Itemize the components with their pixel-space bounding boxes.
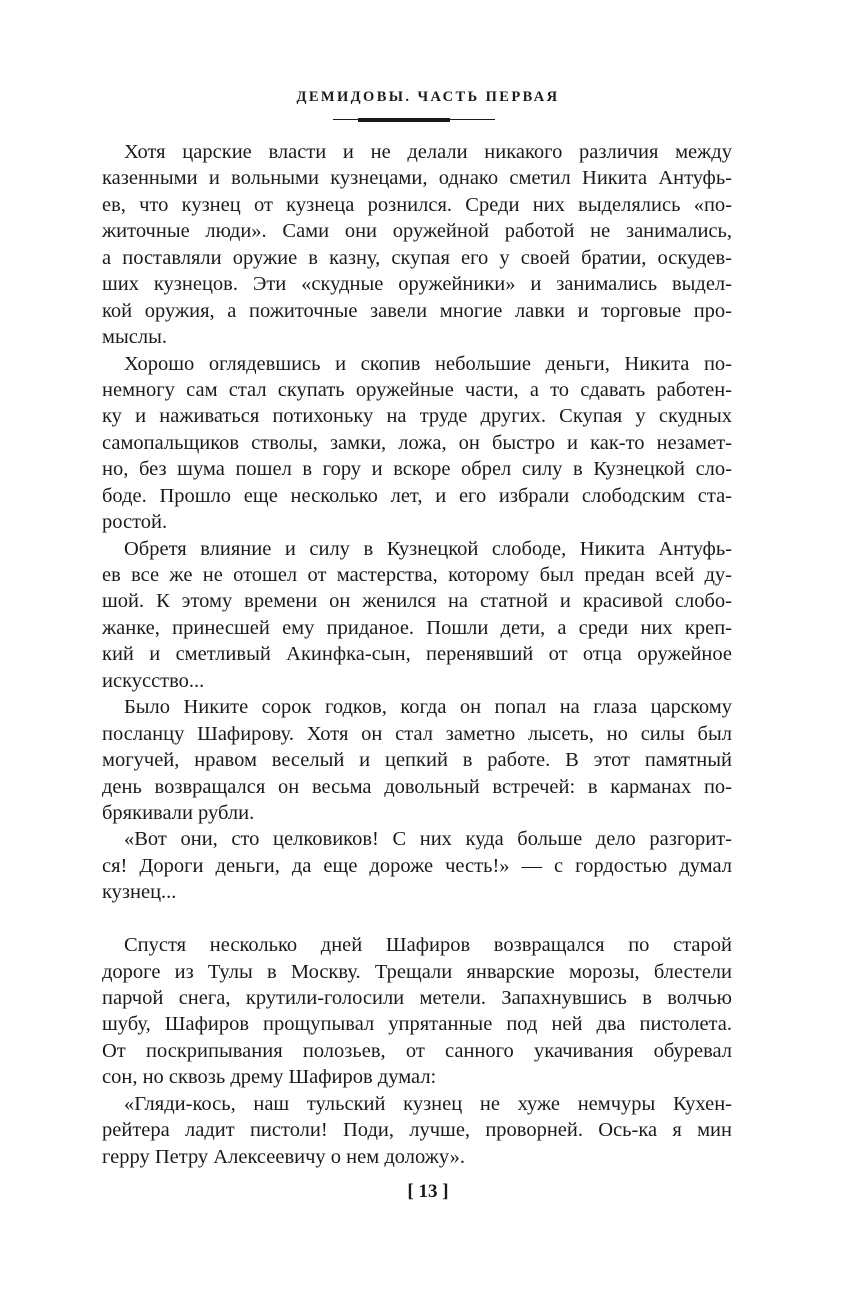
text-line: шубу, Шафиров прощупывал упрятанные под ней два пистолета. (102, 1013, 732, 1036)
text-line: Обретя влияние и силу в Кузнецкой слободе, Никита Антуфь- (124, 537, 732, 560)
text-line: ев все же не отошел от мастерства, которому был предан всей ду- (102, 564, 732, 586)
text-line: самопальщиков стволы, замки, ложа, он быстро и как-то незамет- (102, 431, 732, 454)
text-line: сон, но сквозь дрему Шафиров думал: (102, 1066, 437, 1089)
text-line: кузнец... (102, 881, 177, 904)
text-line: могучей, нравом веселый и цепкий в работе. В этот памятный (102, 749, 732, 772)
paragraph (102, 139, 732, 351)
text-line: рейтера ладит пистоли! Поди, лучше, проворней. Ось-ка я мин (102, 1119, 732, 1142)
text-line: искусство... (102, 669, 205, 692)
text-line: Было Никите сорок годков, когда он попал на глаза царскому (124, 696, 732, 719)
text-line: день возвращался он весьма довольный встречей: в карманах по- (102, 775, 732, 798)
text-line: немногу сам стал скупать оружейные части, а то сдавать работен- (102, 378, 732, 401)
text-line: мыслы. (102, 326, 167, 349)
text-line: кий и сметливый Акинфка-сын, перенявший от отца оружейное (102, 643, 732, 666)
text-line: От поскрипывания полозьев, от санного укачивания обуревал (102, 1039, 732, 1062)
section-break (102, 906, 732, 932)
text-line: ших кузнецов. Эти «скудные оружейники» и занимались выдел- (102, 273, 732, 296)
text-line: а поставляли оружие в казну, скупая его у своей братии, оскудев- (102, 246, 732, 269)
text-line: герру Петру Алексеевичу о нем доложу». (102, 1145, 465, 1168)
text-line: житочные люди». Сами они оружейной работой не занимались, (102, 220, 732, 243)
text-line: казенными и вольными кузнецами, однако сметил Никита Антуфь- (102, 167, 732, 190)
text-line: дороге из Тулы в Москву. Трещали январские морозы, блестели (102, 960, 732, 983)
header-rule-accent (358, 118, 450, 122)
paragraph (102, 932, 732, 1091)
page-number: [ 13 ] (407, 1181, 449, 1202)
text-line: парчой снега, крутили-голосили метели. Запахнувшись в волчью (102, 987, 732, 1009)
text-line: боде. Прошло еще несколько лет, и его избрали слободским ста- (102, 484, 732, 507)
text-line: Хотя царские власти и не делали никакого различия между (124, 141, 732, 163)
text-line: ев, что кузнец от кузнеца рознился. Среди них выделялись «по- (102, 193, 732, 216)
paragraph (102, 1091, 732, 1170)
paragraph (102, 536, 732, 695)
text-line: но, без шума пошел в гору и вскоре обрел силу в Кузнецкой сло- (102, 458, 732, 481)
text-line: жанке, принесшей ему приданое. Пошли дети, а среди них креп- (102, 616, 732, 639)
paragraph (102, 694, 732, 826)
text-line: «Гляди-кось, наш тульский кузнец не хуже немчуры Кухен- (124, 1092, 732, 1115)
text-line: «Вот они, сто целковиков! С них куда больше дело разгорит- (124, 828, 732, 851)
text-line: шой. К этому времени он женился на статной и красивой слобо- (102, 590, 732, 613)
paragraph (102, 351, 732, 536)
text-line: посланцу Шафирову. Хотя он стал заметно лысеть, но силы был (102, 722, 732, 745)
text-line: ся! Дороги деньги, да еще дороже честь!» — с гордостью думал (102, 854, 732, 877)
text-line: Хорошо оглядевшись и скопив небольшие деньги, Никита по- (124, 352, 732, 375)
text-line: ростой. (102, 511, 168, 534)
text-line: Спустя несколько дней Шафиров возвращался по старой (124, 934, 732, 957)
text-line: кой оружия, а пожиточные завели многие лавки и торговые про- (102, 299, 732, 322)
text-line: ку и наживаться потихоньку на труде других. Скупая у скудных (102, 405, 732, 428)
running-head: ДЕМИДОВЫ. ЧАСТЬ ПЕРВАЯ (296, 89, 560, 105)
body-text (102, 139, 732, 1170)
paragraph (102, 826, 732, 905)
text-line: брякивали рубли. (102, 801, 255, 824)
